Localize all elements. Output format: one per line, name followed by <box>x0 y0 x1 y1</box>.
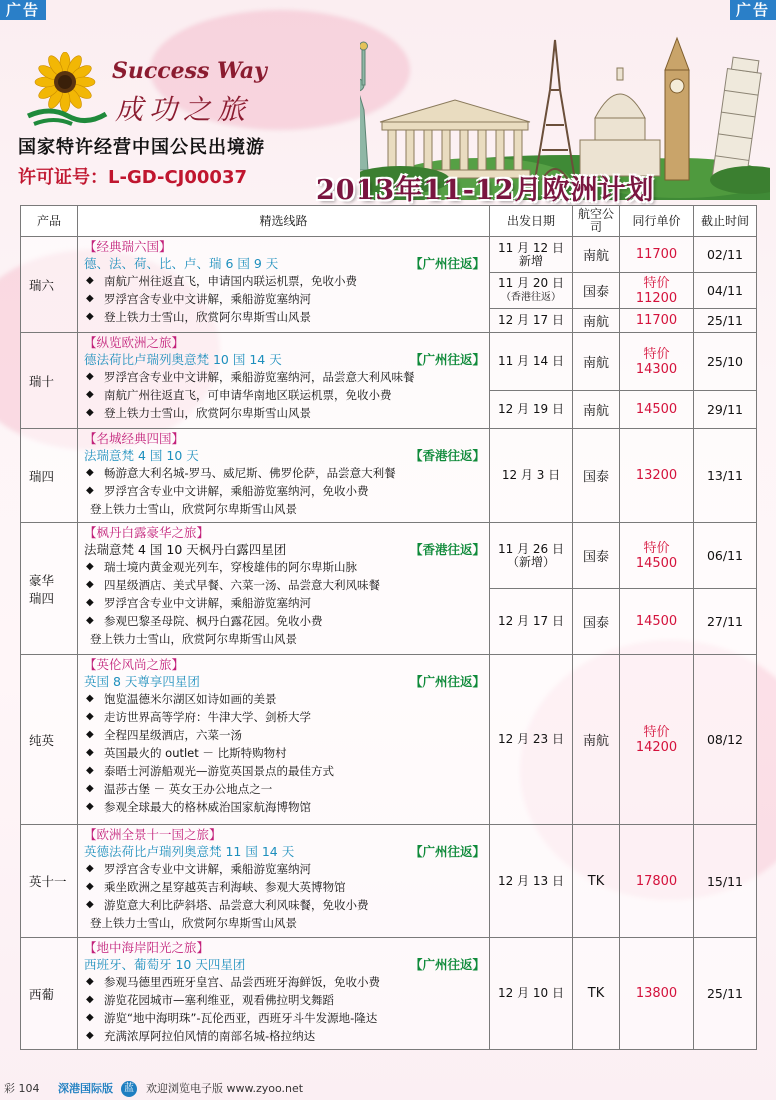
route-name: 【地中海岸阳光之旅】 <box>84 940 210 955</box>
price-label: 特价 <box>643 346 670 362</box>
cutoff-date: 08/12 <box>694 655 757 825</box>
airline: TK <box>573 938 620 1050</box>
departure-date: 12 月 10 日 <box>490 938 573 1050</box>
route-item: ◆ 游览花园城市—塞利维亚，观看佛拉明戈舞蹈 <box>84 991 485 1009</box>
route-subtitle-text: 德法荷比卢瑞列奥意梵 10 国 14 天 <box>84 352 282 367</box>
website-link[interactable]: 欢迎浏览电子版 www.zyoo.net <box>146 1082 304 1095</box>
route-item-continued: 登上铁力士雪山，欣赏阿尔卑斯雪山风景 <box>90 502 297 516</box>
route-item: ◆ 登上铁力士雪山，欣赏阿尔卑斯雪山风景 <box>84 404 485 422</box>
cutoff-date: 04/11 <box>694 273 757 309</box>
departure-note: （新增） <box>506 554 555 569</box>
brand-name-en: Success Way <box>112 58 267 84</box>
route-item: ◆ 畅游意大利名城-罗马、威尼斯、佛罗伦萨，品尝意大利餐 <box>84 464 485 482</box>
price <box>620 523 694 589</box>
route-cell <box>78 237 490 333</box>
route-item-continued: 登上铁力士雪山，欣赏阿尔卑斯雪山风景 <box>90 632 297 646</box>
route-subtitle-text: 英德法荷比卢瑞列奥意梵 11 国 14 天 <box>84 844 295 859</box>
route-subtitle-text: 法瑞意梵 4 国 10 天枫丹白露四星团 <box>84 542 287 557</box>
route-subtitle-text: 德、法、荷、比、卢、瑞 6 国 9 天 <box>84 256 279 271</box>
route-item: ◆ 走访世界高等学府：牛津大学、剑桥大学 <box>84 708 485 726</box>
product-name <box>21 523 78 655</box>
edition-name: 深港国际版 <box>58 1082 113 1095</box>
airline: 南航 <box>573 333 620 391</box>
product-name: 英十一 <box>21 825 78 938</box>
cutoff-date: 25/11 <box>694 309 757 333</box>
cutoff-date: 27/11 <box>694 589 757 655</box>
price: 14500 <box>620 391 694 429</box>
table-row <box>21 655 757 825</box>
route-cell <box>78 429 490 523</box>
price: 17800 <box>620 825 694 938</box>
product-name: 西葡 <box>21 938 78 1050</box>
cutoff-date: 06/11 <box>694 523 757 589</box>
price: 14500 <box>620 589 694 655</box>
departure-date <box>490 523 573 589</box>
route-subtitle-text: 英国 8 天尊享四星团 <box>84 674 200 689</box>
price-label: 特价 <box>643 275 670 291</box>
cutoff-date: 15/11 <box>694 825 757 938</box>
price <box>620 273 694 309</box>
airline: 南航 <box>573 309 620 333</box>
airline: 国泰 <box>573 523 620 589</box>
route-item: ◆ 罗浮宫含专业中文讲解，乘船游览塞纳河 <box>84 594 485 612</box>
cutoff-date: 02/11 <box>694 237 757 273</box>
route-item: ◆ 南航广州往返直飞，申请国内联运机票，免收小费 <box>84 272 485 290</box>
route-item: ◆ 罗浮宫含专业中文讲解，乘船游览塞纳河，品尝意大利风味餐 <box>84 368 485 386</box>
airline: 国泰 <box>573 429 620 523</box>
route-direction: 【广州往返】 <box>409 957 485 972</box>
route-direction: 【香港往返】 <box>409 542 485 557</box>
route-subtitle-text: 法瑞意梵 4 国 10 天 <box>84 448 199 463</box>
route-item: ◆ 南航广州往返直飞，可申请华南地区联运机票，免收小费 <box>84 386 485 404</box>
departure-date: 12 月 17 日 <box>490 589 573 655</box>
price <box>620 333 694 391</box>
airline: 南航 <box>573 237 620 273</box>
departure-date: 12 月 13 日 <box>490 825 573 938</box>
price-label: 特价 <box>643 724 670 740</box>
cutoff-date: 25/10 <box>694 333 757 391</box>
route-direction: 【广州往返】 <box>409 674 485 689</box>
product-name: 瑞六 <box>21 237 78 333</box>
departure-date: 12 月 3 日 <box>490 429 573 523</box>
table-row <box>21 938 757 1050</box>
departure-note: （香港往返） <box>501 292 561 303</box>
route-subtitle <box>84 255 485 272</box>
departure-date: 11 月 14 日 <box>490 333 573 391</box>
price-value: 14200 <box>635 739 678 755</box>
route-name: 【枫丹白露豪华之旅】 <box>84 525 210 540</box>
departure-date-text: 11 月 12 日 <box>498 240 564 255</box>
departure-date: 12 月 17 日 <box>490 309 573 333</box>
route-name: 【纵览欧洲之旅】 <box>84 335 185 350</box>
route-item: ◆ 罗浮宫含专业中文讲解，乘船游览塞纳河 <box>84 290 485 308</box>
table-row <box>21 825 757 938</box>
price-label: 特价 <box>643 540 670 556</box>
route-item: ◆ 四星级酒店、美式早餐、六菜一汤、品尝意大利风味餐 <box>84 576 485 594</box>
route-cell <box>78 655 490 825</box>
route-item: ◆ 饱览温德米尔湖区如诗如画的美景 <box>84 690 485 708</box>
airline: 南航 <box>573 391 620 429</box>
route-subtitle-text: 西班牙、葡萄牙 10 天四星团 <box>84 957 246 972</box>
product-name-line: 豪华 <box>29 572 55 588</box>
page-footer <box>0 1078 776 1100</box>
route-item: ◆ 罗浮宫含专业中文讲解，乘船游览塞纳河 <box>84 860 485 878</box>
license-number: 许可证号：L-GD-CJ00037 <box>18 167 247 188</box>
route-subtitle <box>84 351 485 368</box>
route-item: ◆ 泰晤士河游船观光—游览英国景点的最佳方式 <box>84 762 485 780</box>
route-item: ◆ 充满浓厚阿拉伯风情的南部名城-格拉纳达 <box>84 1027 485 1045</box>
route-direction: 【香港往返】 <box>409 448 485 463</box>
table-row <box>21 429 757 523</box>
route-name: 【名城经典四国】 <box>84 431 185 446</box>
departure-date-text: 11 月 26 日 <box>498 541 564 556</box>
departure-note: 新增 <box>518 253 543 268</box>
route-item: ◆ 游览“地中海明珠”-瓦伦西亚，西班牙斗牛发源地-隆达 <box>84 1009 485 1027</box>
route-item: ◆ 登上铁力士雪山，欣赏阿尔卑斯雪山风景 <box>84 308 485 326</box>
product-name-line: 瑞四 <box>29 590 55 606</box>
airline: 国泰 <box>573 589 620 655</box>
license-statement: 国家特许经营中国公民出境游 <box>18 137 265 158</box>
ad-label-left: 广告 <box>0 0 46 20</box>
product-name: 瑞四 <box>21 429 78 523</box>
route-cell <box>78 825 490 938</box>
edition-badge-icon: 蓝 <box>121 1081 137 1097</box>
departure-date: 12 月 19 日 <box>490 391 573 429</box>
price: 13800 <box>620 938 694 1050</box>
route-item: ◆ 瑞士境内黄金观光列车，穿梭雄伟的阿尔卑斯山脉 <box>84 558 485 576</box>
price-value: 14300 <box>635 361 678 377</box>
route-item: ◆ 参观全球最大的格林威治国家航海博物馆 <box>84 798 485 816</box>
departure-date <box>490 237 573 273</box>
route-item: ◆ 游览意大利比萨斜塔、品尝意大利风味餐，免收小费 <box>84 896 485 914</box>
route-subtitle <box>84 447 485 464</box>
route-direction: 【广州往返】 <box>409 844 485 859</box>
route-name: 【英伦风尚之旅】 <box>84 657 185 672</box>
route-direction: 【广州往返】 <box>409 256 485 271</box>
page-number: 彩 104 <box>4 1082 40 1095</box>
route-subtitle <box>84 673 485 690</box>
table-row <box>21 523 757 589</box>
price: 13200 <box>620 429 694 523</box>
route-direction: 【广州往返】 <box>409 352 485 367</box>
price <box>620 655 694 825</box>
cutoff-date: 25/11 <box>694 938 757 1050</box>
table-row <box>21 333 757 391</box>
ad-label-right: 广告 <box>730 0 776 20</box>
table-row <box>21 237 757 273</box>
route-item: ◆ 温莎古堡 － 英女王办公地点之一 <box>84 780 485 798</box>
plan-title: 2013年11-12月欧洲计划 <box>316 175 655 206</box>
price: 11700 <box>620 237 694 273</box>
route-item: ◆ 参观马德里西班牙皇宫、品尝西班牙海鲜饭，免收小费 <box>84 973 485 991</box>
route-name: 【经典瑞六国】 <box>84 239 172 254</box>
route-cell <box>78 333 490 429</box>
route-subtitle <box>84 956 485 973</box>
airline: TK <box>573 825 620 938</box>
tour-schedule-table <box>20 205 757 1050</box>
route-item-continued: 登上铁力士雪山，欣赏阿尔卑斯雪山风景 <box>90 916 297 930</box>
header-route: 精选线路 <box>78 206 490 237</box>
brand-name-cn: 成功之旅 <box>115 93 252 126</box>
departure-date: 12 月 23 日 <box>490 655 573 825</box>
header-cutoff: 截止时间 <box>694 206 757 237</box>
route-item: ◆ 参观巴黎圣母院、枫丹白露花园。免收小费 <box>84 612 485 630</box>
cutoff-date: 13/11 <box>694 429 757 523</box>
departure-date <box>490 273 573 309</box>
statue-liberty <box>360 42 368 170</box>
airline: 南航 <box>573 655 620 825</box>
route-cell <box>78 938 490 1050</box>
route-item: ◆ 乘坐欧洲之星穿越英吉利海峡、参观大英博物馆 <box>84 878 485 896</box>
route-cell <box>78 523 490 655</box>
route-item: ◆ 英国最火的 outlet － 比斯特购物村 <box>84 744 485 762</box>
airline: 国泰 <box>573 273 620 309</box>
route-name: 【欧洲全景十一国之旅】 <box>84 827 222 842</box>
route-item: ◆ 全程四星级酒店，六菜一汤 <box>84 726 485 744</box>
price-value: 14500 <box>635 555 678 571</box>
product-name: 纯英 <box>21 655 78 825</box>
table-header-row <box>21 206 757 237</box>
cutoff-date: 29/11 <box>694 391 757 429</box>
product-name: 瑞十 <box>21 333 78 429</box>
header-departure: 出发日期 <box>490 206 573 237</box>
price: 11700 <box>620 309 694 333</box>
header-airline: 航空公司 <box>573 206 620 237</box>
route-item: ◆ 罗浮宫含专业中文讲解，乘船游览塞纳河，免收小费 <box>84 482 485 500</box>
route-subtitle <box>84 843 485 860</box>
departure-date-text: 11 月 20 日 <box>498 276 564 290</box>
sunflower-logo-icon <box>20 52 110 132</box>
price-value: 11200 <box>635 290 678 306</box>
header-price: 同行单价 <box>620 206 694 237</box>
route-subtitle <box>84 541 485 558</box>
header-product: 产品 <box>21 206 78 237</box>
